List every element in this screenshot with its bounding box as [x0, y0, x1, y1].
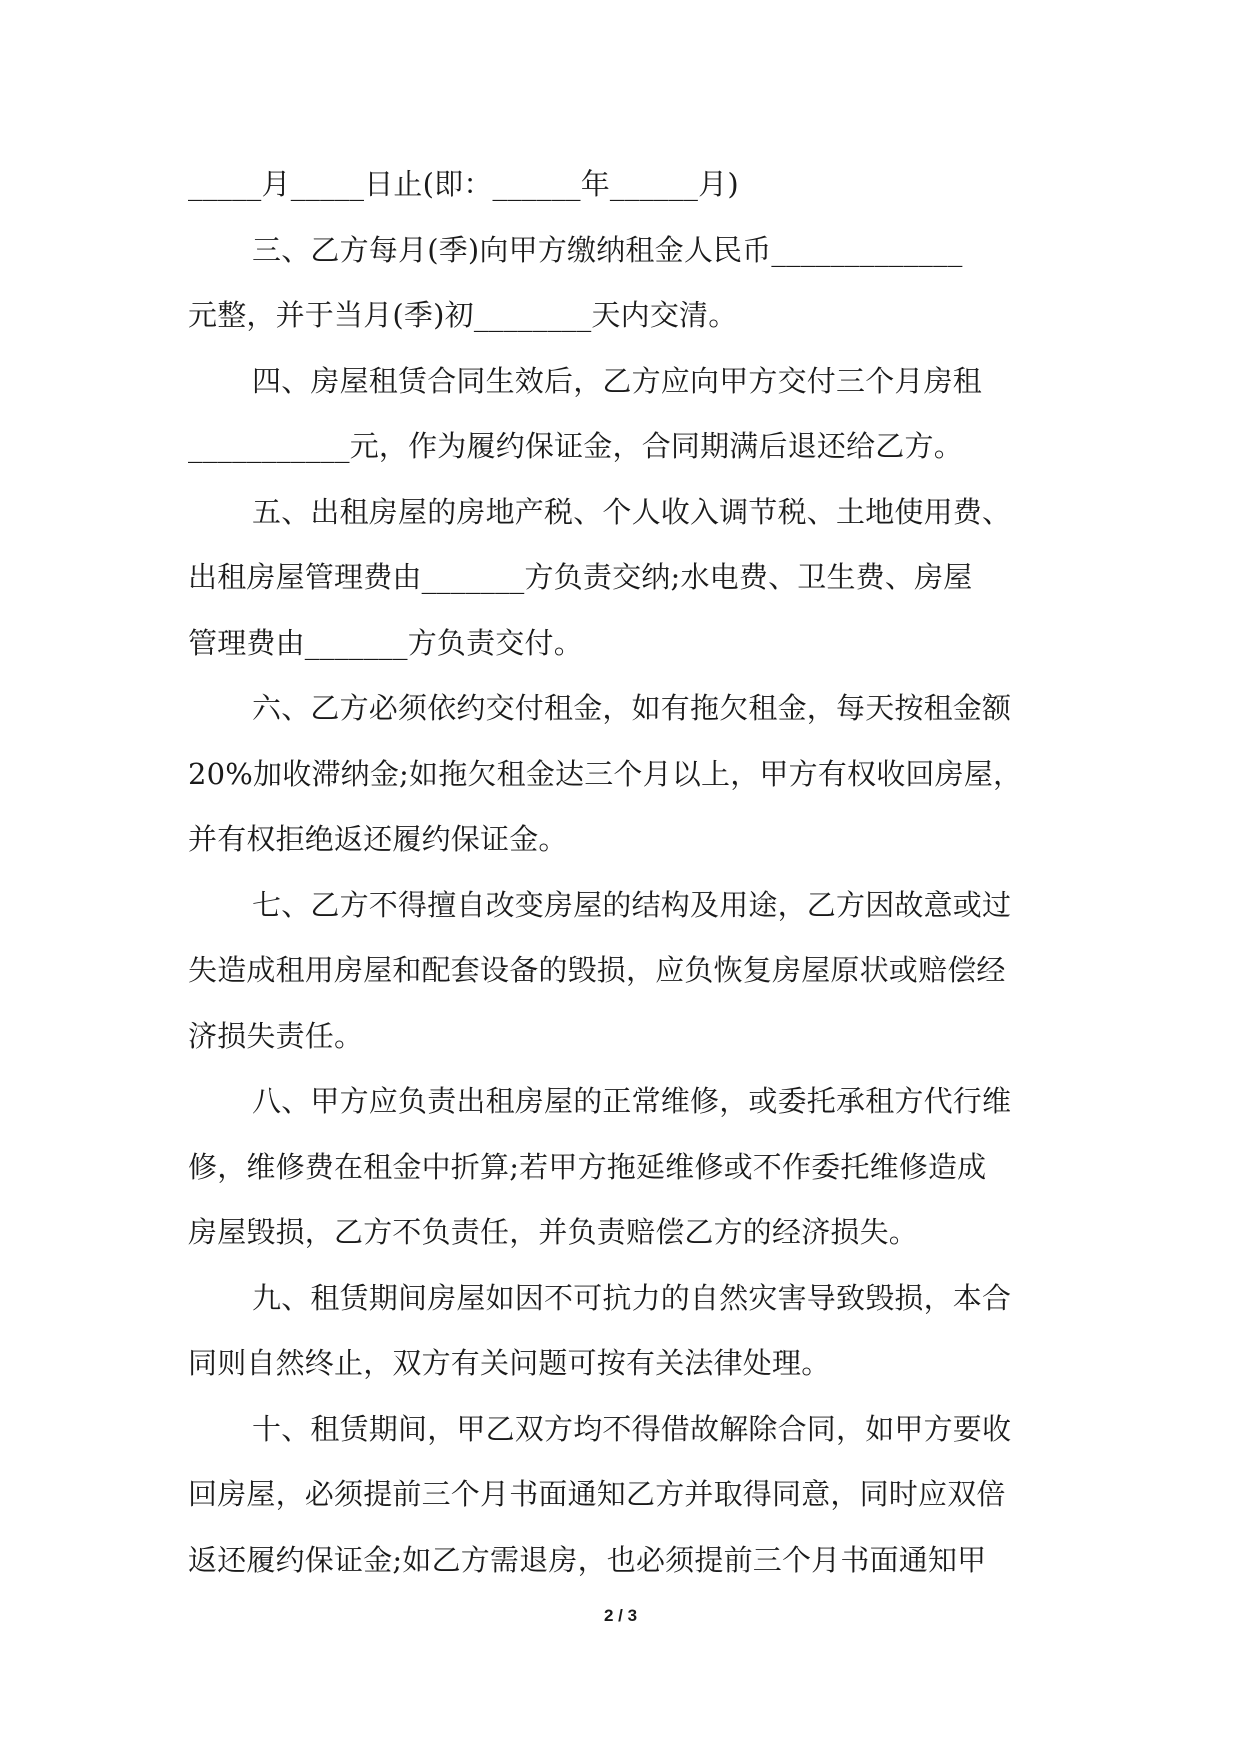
text-line: 八、甲方应负责出租房屋的正常维修，或委托承租方代行维 [252, 1084, 1012, 1118]
text-line: 济损失责任。 [188, 1019, 364, 1053]
text-line: 修，维修费在租金中折算;若甲方拖延维修或不作委托维修造成 [188, 1150, 987, 1184]
text-line: ___________元，作为履约保证金，合同期满后退还给乙方。 [188, 429, 963, 463]
text-line: 十、租赁期间，甲乙双方均不得借故解除合同，如甲方要收 [252, 1412, 1012, 1446]
text-line: 六、乙方必须依约交付租金，如有拖欠租金，每天按租金额 [252, 691, 1012, 725]
text-line: 七、乙方不得擅自改变房屋的结构及用途，乙方因故意或过 [252, 888, 1012, 922]
text-line: 房屋毁损，乙方不负责任，并负责赔偿乙方的经济损失。 [188, 1215, 919, 1249]
text-line: 同则自然终止，双方有关问题可按有关法律处理。 [188, 1346, 831, 1380]
text-line: 出租房屋管理费由_______方负责交纳;水电费、卫生费、房屋 [188, 560, 973, 594]
text-line: 元整，并于当月(季)初________天内交清。 [188, 298, 738, 332]
text-line: 三、乙方每月(季)向甲方缴纳租金人民币_____________ [252, 233, 963, 267]
text-line: 四、房屋租赁合同生效后，乙方应向甲方交付三个月房租 [252, 364, 983, 398]
text-line: 20%加收滞纳金;如拖欠租金达三个月以上，甲方有权收回房屋， [188, 757, 1023, 791]
page-number: 2 / 3 [603, 1606, 638, 1625]
text-line: 并有权拒绝返还履约保证金。 [188, 822, 568, 856]
text-line: 返还履约保证金;如乙方需退房，也必须提前三个月书面通知甲 [188, 1543, 987, 1577]
text-line: 失造成租用房屋和配套设备的毁损，应负恢复房屋原状或赔偿经 [188, 953, 1006, 987]
text-line: 回房屋，必须提前三个月书面通知乙方并取得同意，同时应双倍 [188, 1477, 1006, 1511]
text-line: _____月_____日止(即：______年______月) [188, 167, 739, 201]
text-line: 九、租赁期间房屋如因不可抗力的自然灾害导致毁损，本合 [252, 1281, 1012, 1315]
text-line: 五、出租房屋的房地产税、个人收入调节税、土地使用费、 [252, 495, 1012, 529]
text-line: 管理费由_______方负责交付。 [188, 626, 583, 660]
